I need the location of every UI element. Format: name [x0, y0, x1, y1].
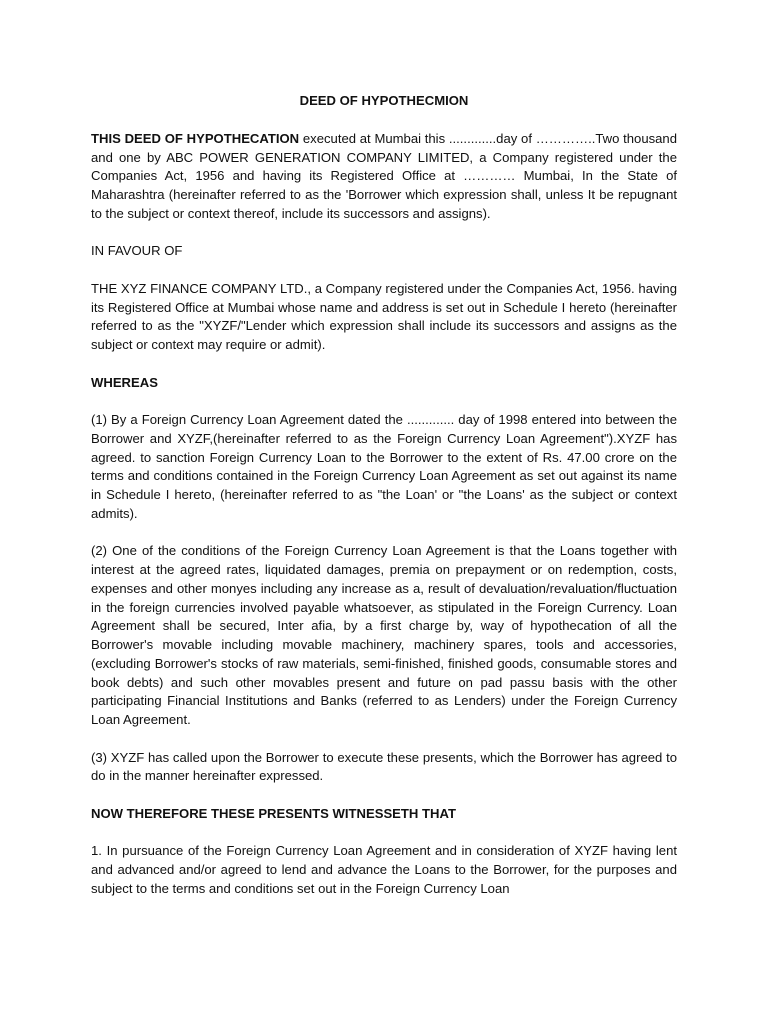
in-favour-of-heading: IN FAVOUR OF [91, 243, 183, 259]
recital-1: (1) By a Foreign Currency Loan Agreement dated the ............. day of 1998 entered into between the Borrower and XYZF,(hereinafter referred to as the Foreign Currency Loan Agreement").XYZF has agreed. to sanction Foreign Currency Loan to the Borrower to the extent of Rs. 47.00 crore on the terms and conditions contained in the Foreign Currency Loan Agreement as set out against its name in Schedule I hereto, (hereinafter referred to as "the Loan' or "the Loans' as the subject or context admits). [91, 412, 677, 521]
intro-paragraph [91, 130, 677, 224]
document-title: DEED OF HYPOTHECMION [299, 93, 469, 108]
recital-3: (3) XYZF has called upon the Borrower to execute these presents, which the Borrower has agreed to do in the manner hereinafter expressed. [91, 749, 677, 784]
document-page [91, 92, 677, 917]
whereas-heading: WHEREAS [91, 374, 158, 390]
intro-text: executed at Mumbai this .............day of …………..Two thousand and one by ABC POWER GENERATION COMPANY LIMITED, a Company registered under the Companies Act, 1956 and having its Registered Office at ………… Mumbai, In the State of Maharashtra (hereinafter referred to as the 'Borrower which expression shall, unless It be repugnant to the subject or context thereof, include its successors and assigns). [91, 130, 677, 221]
clause-1: 1. In pursuance of the Foreign Currency Loan Agreement and in consideration of XYZF having lent and advanced and/or agreed to lend and advance the Loans to the Borrower, for the purposes and subject to the terms and conditions set out in the Foreign Currency Loan [91, 843, 677, 896]
intro-lead: THIS DEED OF HYPOTHECATION [91, 130, 300, 146]
witnesseth-heading: NOW THEREFORE THESE PRESENTS WITNESSETH THAT [91, 805, 456, 821]
recital-2: (2) One of the conditions of the Foreign Currency Loan Agreement is that the Loans together with interest at the agreed rates, liquidated damages, premia on prepayment or on redemption, costs, expenses and other monyes including any increase as a, result of devaluation/revaluation/fluctuation in the foreign currencies involved payable whatsoever, as stipulated in the Foreign Currency. Loan Agreement shall be secured, Inter afia, by a first charge by, way of hypothecation of all the Borrower's movable including movable machinery, machinery spares, tools and accessories, (excluding Borrower's stocks of raw materials, semi-finished, finished goods, consumable stores and book debts) and such other movables present and future on pad passu basis with the other participating Financial Institutions and Banks (referred to as Lenders) under the Foreign Currency Loan Agreement. [91, 543, 677, 727]
lender-paragraph: THE XYZ FINANCE COMPANY LTD., a Company registered under the Companies Act, 1956. having its Registered Office at Mumbai whose name and address is set out in Schedule I hereto (hereinafter referred to as the "XYZF/"Lender which expression shall include its successors and assigns as the subject or context may require or admit). [91, 280, 677, 352]
